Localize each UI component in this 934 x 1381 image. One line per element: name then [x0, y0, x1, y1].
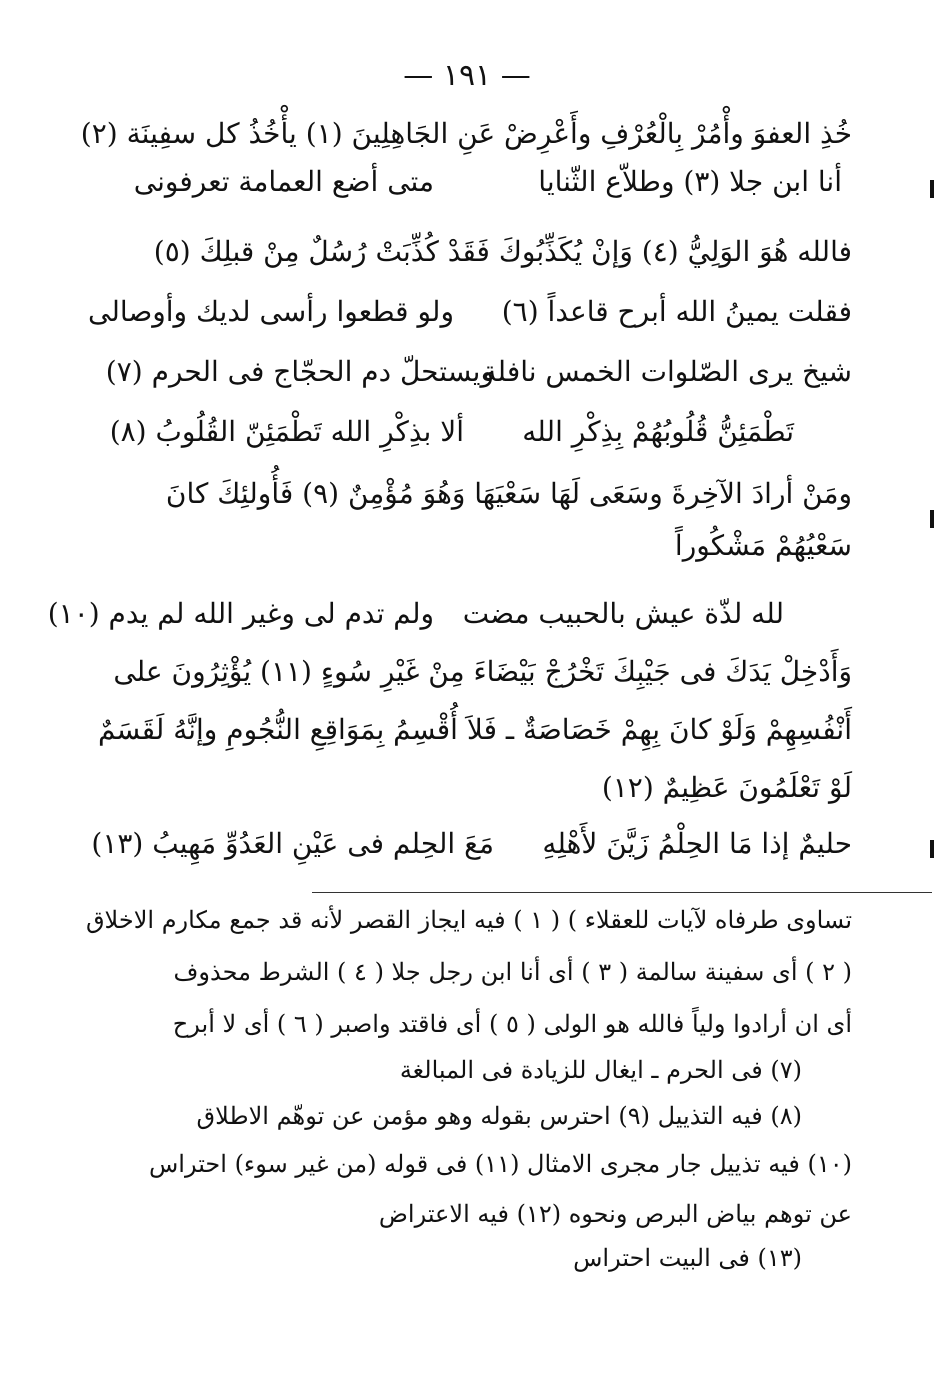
verse-2-second-hemistich: ولو قطعوا رأسى لديك وأوصالى — [88, 295, 454, 328]
text-line-3: فالله هُوَ الوَلِيُّ (٤) وَإنْ يُكَذِّبُوكَ فَقَدْ كُذِّبَتْ رُسُلٌ مِنْ قبلِكَ (٥) — [153, 235, 852, 268]
verse-4-second-hemistich: ألا بذِكْرِ الله تَطْمَئِنّ القُلُوبُ (٨) — [109, 415, 464, 448]
footnote-line-1: تساوى طرفاه لآيات للعقلاء ) ( ١ ) فيه ايجاز القصر لأنه قد جمع مكارم الاخلاق — [85, 906, 852, 934]
text-line-10: وَأَدْخِلْ يَدَكَ فى جَيْبِكَ تَخْرُجْ بَيْضَاءَ مِنْ غَيْرِ سُوءٍ (١١) يُؤْثِرُونَ على — [113, 655, 852, 688]
edge-mark — [930, 180, 934, 198]
footnote-line-6: (١٠) فيه تذييل جار مجرى الامثال (١١) فى قوله (من غير سوء) احتراس — [148, 1150, 852, 1178]
verse-2-first-hemistich: فقلت يمينُ الله أبرح قاعداً (٦) — [501, 295, 852, 328]
text-line-7: ومَنْ أرادَ الآخِرةَ وسَعَى لَهَا سَعْيَهَا وَهُوَ مُؤْمِنٌ (٩) فَأُولئِكَ كانَ — [165, 477, 852, 510]
footnote-line-3: أى ان أرادوا ولياً فالله هو الولى ( ٥ ) أى فاقتد واصبر ( ٦ ) أى لا أبرح — [172, 1010, 852, 1038]
text-line-12: لَوْ تَعْلَمُونَ عَظِيمٌ (١٢) — [601, 771, 852, 804]
edge-mark — [930, 840, 934, 858]
text-line-1: خُذِ العفوَ وأْمُرْ بِالْعُرْفِ وأَعْرِضْ عَنِ الجَاهِلِينَ (١) يأْخُذُ كل سفِينَة (٢) — [80, 117, 852, 150]
text-line-11: أَنْفُسِهِمْ وَلَوْ كانَ بِهِمْ خَصَاصَةٌ ـ فَلاَ أُقْسِمُ بِمَوَاقِعِ النُّجُومِ وإنَّهُ لَقَسَمٌ — [98, 713, 852, 746]
verse-6-second-hemistich: مَعَ الحِلم فى عَيْنِ العَدُوِّ مَهِيبُ (١٣) — [91, 827, 494, 860]
edge-mark — [930, 510, 934, 528]
footnote-line-4: (٧) فى الحرم ـ ايغال للزيادة فى المبالغة — [399, 1056, 802, 1084]
verse-3-first-hemistich: شيخ يرى الصّلوات الخمس نافلة — [482, 355, 852, 388]
text-line-8: سَعْيُهُمْ مَشْكُوراً — [674, 529, 852, 562]
footnote-line-7: عن توهم بياض البرص ونحوه (١٢) فيه الاعتراض — [378, 1200, 852, 1228]
footnote-line-8: (١٣) فى البيت احتراس — [573, 1244, 802, 1272]
verse-1-first-hemistich: أنا ابن جلا (٣) وطلاّع الثّنايا — [538, 165, 842, 198]
footnote-separator — [312, 892, 932, 893]
verse-6-first-hemistich: حليمٌ إذا مَا الحِلْمُ زَيَّنَ لأَهْلِهِ — [542, 827, 852, 860]
verse-4-first-hemistich: تَطْمَئِنُّ قُلُوبُهُمْ بِذِكْرِ الله — [522, 415, 794, 448]
footnote-line-5: (٨) فيه التذييل (٩) احترس بقوله وهو مؤمن عن توهّم الاطلاق — [196, 1102, 802, 1130]
verse-1-second-hemistich: متى أضع العمامة تعرفونى — [133, 165, 434, 198]
verse-3-second-hemistich: ويستحلّ دم الحجّاج فى الحرم (٧) — [105, 355, 494, 388]
footnote-line-2: ( ٢ ) أى سفينة سالمة ( ٣ ) أى أنا ابن رجل جلا ( ٤ ) الشرط محذوف — [173, 958, 852, 986]
page-number: — ١٩١ — — [403, 58, 531, 93]
verse-5-first-hemistich: لله لذّة عيش بالحبيب مضت — [462, 597, 784, 630]
verse-5-second-hemistich: ولم تدم لى وغير الله لم يدم (١٠) — [47, 597, 434, 630]
